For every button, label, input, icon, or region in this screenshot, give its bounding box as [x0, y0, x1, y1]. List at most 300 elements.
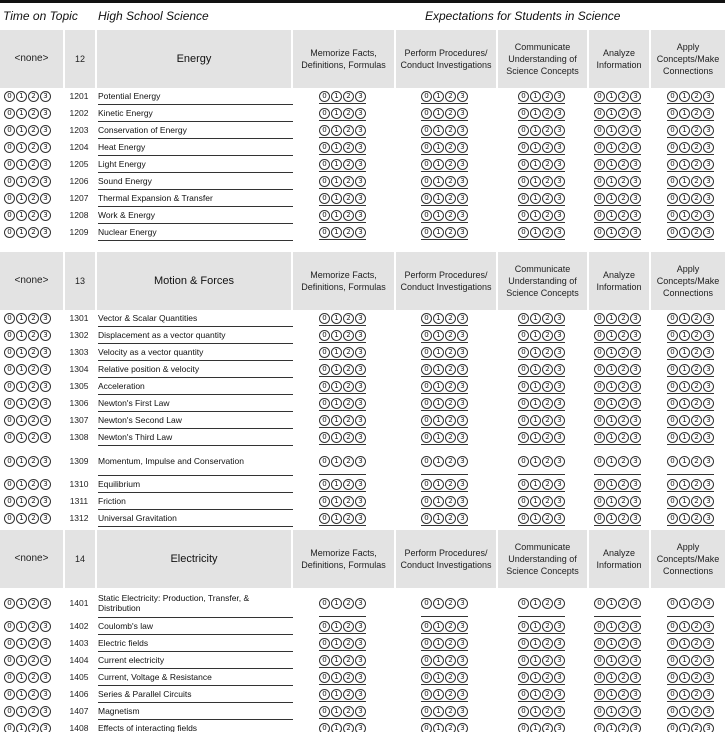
rating-option-1[interactable]: 1: [606, 513, 617, 524]
rating-option-1[interactable]: 1: [530, 621, 541, 632]
rating-option-0[interactable]: 0: [518, 398, 529, 409]
rating-option-1[interactable]: 1: [679, 672, 690, 683]
rating-option-2[interactable]: 2: [691, 210, 702, 221]
rating-option-2[interactable]: 2: [28, 672, 39, 683]
rating-option-1[interactable]: 1: [16, 672, 27, 683]
rating-option-2[interactable]: 2: [542, 176, 553, 187]
rating-option-0[interactable]: 0: [319, 398, 330, 409]
rating-option-1[interactable]: 1: [433, 415, 444, 426]
rating-option-3[interactable]: 3: [703, 689, 714, 700]
rating-option-0[interactable]: 0: [667, 364, 678, 375]
rating-option-3[interactable]: 3: [355, 313, 366, 324]
rating-option-0[interactable]: 0: [4, 638, 15, 649]
rating-option-2[interactable]: 2: [618, 689, 629, 700]
rating-option-0[interactable]: 0: [4, 672, 15, 683]
rating-option-3[interactable]: 3: [554, 313, 565, 324]
rating-option-1[interactable]: 1: [16, 456, 27, 467]
rating-option-0[interactable]: 0: [421, 381, 432, 392]
rating-option-3[interactable]: 3: [40, 598, 51, 609]
rating-option-2[interactable]: 2: [691, 513, 702, 524]
rating-option-0[interactable]: 0: [319, 176, 330, 187]
rating-option-2[interactable]: 2: [542, 513, 553, 524]
rating-option-1[interactable]: 1: [433, 723, 444, 732]
rating-option-0[interactable]: 0: [319, 689, 330, 700]
rating-option-2[interactable]: 2: [542, 193, 553, 204]
rating-option-3[interactable]: 3: [355, 125, 366, 136]
rating-option-1[interactable]: 1: [16, 176, 27, 187]
rating-option-1[interactable]: 1: [16, 210, 27, 221]
rating-option-1[interactable]: 1: [16, 398, 27, 409]
rating-option-0[interactable]: 0: [594, 210, 605, 221]
rating-option-1[interactable]: 1: [530, 227, 541, 238]
rating-option-1[interactable]: 1: [530, 108, 541, 119]
rating-option-3[interactable]: 3: [630, 381, 641, 392]
rating-option-0[interactable]: 0: [4, 723, 15, 732]
rating-option-3[interactable]: 3: [554, 513, 565, 524]
rating-option-1[interactable]: 1: [606, 415, 617, 426]
rating-option-0[interactable]: 0: [518, 513, 529, 524]
rating-option-2[interactable]: 2: [28, 381, 39, 392]
rating-option-3[interactable]: 3: [703, 456, 714, 467]
rating-option-3[interactable]: 3: [703, 415, 714, 426]
rating-option-1[interactable]: 1: [606, 330, 617, 341]
rating-option-0[interactable]: 0: [518, 655, 529, 666]
rating-option-3[interactable]: 3: [355, 672, 366, 683]
rating-option-2[interactable]: 2: [542, 108, 553, 119]
rating-option-2[interactable]: 2: [445, 638, 456, 649]
rating-option-2[interactable]: 2: [445, 706, 456, 717]
rating-option-0[interactable]: 0: [4, 210, 15, 221]
rating-option-0[interactable]: 0: [594, 513, 605, 524]
rating-option-2[interactable]: 2: [28, 723, 39, 732]
rating-option-0[interactable]: 0: [319, 638, 330, 649]
rating-option-2[interactable]: 2: [691, 655, 702, 666]
rating-option-3[interactable]: 3: [40, 227, 51, 238]
rating-option-3[interactable]: 3: [457, 621, 468, 632]
rating-option-0[interactable]: 0: [319, 193, 330, 204]
rating-option-3[interactable]: 3: [457, 672, 468, 683]
rating-option-0[interactable]: 0: [319, 364, 330, 375]
rating-option-3[interactable]: 3: [457, 398, 468, 409]
rating-option-1[interactable]: 1: [331, 227, 342, 238]
rating-option-0[interactable]: 0: [421, 210, 432, 221]
rating-option-3[interactable]: 3: [355, 415, 366, 426]
rating-option-1[interactable]: 1: [679, 330, 690, 341]
rating-option-0[interactable]: 0: [594, 689, 605, 700]
rating-option-2[interactable]: 2: [28, 108, 39, 119]
rating-option-3[interactable]: 3: [554, 210, 565, 221]
rating-option-1[interactable]: 1: [606, 364, 617, 375]
rating-option-1[interactable]: 1: [433, 706, 444, 717]
rating-option-0[interactable]: 0: [421, 347, 432, 358]
rating-option-0[interactable]: 0: [518, 381, 529, 392]
rating-option-1[interactable]: 1: [679, 723, 690, 732]
rating-option-1[interactable]: 1: [331, 513, 342, 524]
rating-option-3[interactable]: 3: [703, 479, 714, 490]
rating-option-2[interactable]: 2: [618, 398, 629, 409]
rating-option-3[interactable]: 3: [457, 330, 468, 341]
rating-option-1[interactable]: 1: [530, 381, 541, 392]
rating-option-2[interactable]: 2: [691, 381, 702, 392]
rating-option-0[interactable]: 0: [594, 598, 605, 609]
rating-option-3[interactable]: 3: [703, 723, 714, 732]
rating-option-2[interactable]: 2: [445, 655, 456, 666]
rating-option-0[interactable]: 0: [518, 142, 529, 153]
rating-option-2[interactable]: 2: [618, 638, 629, 649]
rating-option-0[interactable]: 0: [518, 479, 529, 490]
rating-option-3[interactable]: 3: [630, 456, 641, 467]
rating-option-1[interactable]: 1: [606, 432, 617, 443]
rating-option-1[interactable]: 1: [606, 496, 617, 507]
rating-option-1[interactable]: 1: [433, 655, 444, 666]
rating-option-3[interactable]: 3: [355, 347, 366, 358]
rating-option-3[interactable]: 3: [703, 159, 714, 170]
rating-option-1[interactable]: 1: [530, 193, 541, 204]
rating-option-3[interactable]: 3: [703, 313, 714, 324]
rating-option-2[interactable]: 2: [343, 432, 354, 443]
rating-option-2[interactable]: 2: [542, 159, 553, 170]
rating-option-0[interactable]: 0: [421, 108, 432, 119]
rating-option-1[interactable]: 1: [433, 210, 444, 221]
rating-option-2[interactable]: 2: [618, 415, 629, 426]
rating-option-1[interactable]: 1: [331, 706, 342, 717]
rating-option-2[interactable]: 2: [445, 142, 456, 153]
rating-option-0[interactable]: 0: [667, 347, 678, 358]
rating-option-2[interactable]: 2: [445, 381, 456, 392]
rating-option-0[interactable]: 0: [319, 655, 330, 666]
rating-option-0[interactable]: 0: [667, 672, 678, 683]
rating-option-0[interactable]: 0: [594, 108, 605, 119]
rating-option-2[interactable]: 2: [618, 142, 629, 153]
rating-option-3[interactable]: 3: [40, 364, 51, 375]
rating-option-3[interactable]: 3: [355, 706, 366, 717]
rating-option-0[interactable]: 0: [594, 723, 605, 732]
rating-option-2[interactable]: 2: [445, 227, 456, 238]
rating-option-2[interactable]: 2: [343, 598, 354, 609]
rating-option-3[interactable]: 3: [630, 159, 641, 170]
rating-option-1[interactable]: 1: [606, 313, 617, 324]
rating-option-1[interactable]: 1: [606, 193, 617, 204]
rating-option-2[interactable]: 2: [691, 706, 702, 717]
rating-option-3[interactable]: 3: [554, 159, 565, 170]
rating-option-3[interactable]: 3: [355, 655, 366, 666]
rating-option-0[interactable]: 0: [594, 227, 605, 238]
rating-option-2[interactable]: 2: [445, 513, 456, 524]
rating-option-3[interactable]: 3: [457, 655, 468, 666]
rating-option-1[interactable]: 1: [331, 689, 342, 700]
rating-option-0[interactable]: 0: [319, 210, 330, 221]
rating-option-1[interactable]: 1: [433, 330, 444, 341]
rating-option-2[interactable]: 2: [691, 313, 702, 324]
rating-option-2[interactable]: 2: [28, 159, 39, 170]
rating-option-1[interactable]: 1: [679, 142, 690, 153]
rating-option-3[interactable]: 3: [355, 330, 366, 341]
rating-option-1[interactable]: 1: [331, 193, 342, 204]
rating-option-0[interactable]: 0: [518, 496, 529, 507]
rating-option-1[interactable]: 1: [16, 415, 27, 426]
rating-option-3[interactable]: 3: [355, 456, 366, 467]
rating-option-1[interactable]: 1: [331, 125, 342, 136]
rating-option-2[interactable]: 2: [691, 398, 702, 409]
rating-option-3[interactable]: 3: [40, 706, 51, 717]
rating-option-2[interactable]: 2: [343, 91, 354, 102]
rating-option-2[interactable]: 2: [28, 210, 39, 221]
rating-option-1[interactable]: 1: [679, 210, 690, 221]
rating-option-1[interactable]: 1: [679, 706, 690, 717]
rating-option-3[interactable]: 3: [554, 479, 565, 490]
rating-option-3[interactable]: 3: [554, 193, 565, 204]
rating-option-2[interactable]: 2: [343, 456, 354, 467]
none-option[interactable]: <none>: [0, 252, 63, 310]
rating-option-2[interactable]: 2: [542, 638, 553, 649]
rating-option-0[interactable]: 0: [319, 347, 330, 358]
rating-option-1[interactable]: 1: [331, 142, 342, 153]
rating-option-1[interactable]: 1: [679, 108, 690, 119]
rating-option-2[interactable]: 2: [542, 689, 553, 700]
rating-option-0[interactable]: 0: [319, 142, 330, 153]
rating-option-0[interactable]: 0: [319, 479, 330, 490]
rating-option-2[interactable]: 2: [542, 672, 553, 683]
rating-option-0[interactable]: 0: [319, 706, 330, 717]
rating-option-2[interactable]: 2: [445, 125, 456, 136]
rating-option-0[interactable]: 0: [319, 432, 330, 443]
rating-option-3[interactable]: 3: [703, 432, 714, 443]
rating-option-2[interactable]: 2: [445, 672, 456, 683]
rating-option-1[interactable]: 1: [606, 398, 617, 409]
rating-option-1[interactable]: 1: [679, 456, 690, 467]
rating-option-0[interactable]: 0: [421, 706, 432, 717]
rating-option-1[interactable]: 1: [606, 479, 617, 490]
rating-option-0[interactable]: 0: [319, 598, 330, 609]
rating-option-1[interactable]: 1: [606, 381, 617, 392]
rating-option-0[interactable]: 0: [4, 108, 15, 119]
rating-option-2[interactable]: 2: [28, 142, 39, 153]
rating-option-0[interactable]: 0: [421, 655, 432, 666]
rating-option-0[interactable]: 0: [319, 227, 330, 238]
rating-option-2[interactable]: 2: [28, 456, 39, 467]
rating-option-1[interactable]: 1: [530, 513, 541, 524]
rating-option-3[interactable]: 3: [355, 689, 366, 700]
rating-option-0[interactable]: 0: [319, 381, 330, 392]
rating-option-2[interactable]: 2: [445, 193, 456, 204]
rating-option-3[interactable]: 3: [630, 193, 641, 204]
rating-option-0[interactable]: 0: [518, 706, 529, 717]
rating-option-2[interactable]: 2: [691, 689, 702, 700]
rating-option-1[interactable]: 1: [530, 176, 541, 187]
rating-option-3[interactable]: 3: [703, 398, 714, 409]
rating-option-3[interactable]: 3: [457, 159, 468, 170]
rating-option-1[interactable]: 1: [433, 513, 444, 524]
rating-option-2[interactable]: 2: [691, 108, 702, 119]
rating-option-0[interactable]: 0: [594, 432, 605, 443]
rating-option-0[interactable]: 0: [667, 398, 678, 409]
rating-option-2[interactable]: 2: [618, 381, 629, 392]
rating-option-1[interactable]: 1: [679, 227, 690, 238]
rating-option-1[interactable]: 1: [331, 638, 342, 649]
rating-option-1[interactable]: 1: [331, 598, 342, 609]
rating-option-0[interactable]: 0: [518, 176, 529, 187]
rating-option-2[interactable]: 2: [691, 91, 702, 102]
rating-option-1[interactable]: 1: [331, 313, 342, 324]
rating-option-0[interactable]: 0: [421, 330, 432, 341]
rating-option-1[interactable]: 1: [530, 415, 541, 426]
rating-option-2[interactable]: 2: [445, 479, 456, 490]
rating-option-2[interactable]: 2: [28, 415, 39, 426]
rating-option-1[interactable]: 1: [331, 330, 342, 341]
rating-option-2[interactable]: 2: [542, 142, 553, 153]
rating-option-3[interactable]: 3: [703, 347, 714, 358]
rating-option-3[interactable]: 3: [703, 638, 714, 649]
rating-option-1[interactable]: 1: [16, 513, 27, 524]
rating-option-1[interactable]: 1: [679, 598, 690, 609]
rating-option-3[interactable]: 3: [703, 496, 714, 507]
rating-option-0[interactable]: 0: [667, 330, 678, 341]
rating-option-2[interactable]: 2: [343, 125, 354, 136]
rating-option-3[interactable]: 3: [554, 330, 565, 341]
rating-option-3[interactable]: 3: [457, 638, 468, 649]
rating-option-0[interactable]: 0: [667, 142, 678, 153]
rating-option-2[interactable]: 2: [343, 364, 354, 375]
rating-option-2[interactable]: 2: [542, 330, 553, 341]
rating-option-3[interactable]: 3: [355, 398, 366, 409]
rating-option-2[interactable]: 2: [691, 193, 702, 204]
rating-option-1[interactable]: 1: [530, 638, 541, 649]
rating-option-1[interactable]: 1: [679, 313, 690, 324]
rating-option-2[interactable]: 2: [343, 210, 354, 221]
rating-option-1[interactable]: 1: [331, 398, 342, 409]
rating-option-1[interactable]: 1: [433, 456, 444, 467]
rating-option-2[interactable]: 2: [691, 456, 702, 467]
rating-option-1[interactable]: 1: [16, 364, 27, 375]
rating-option-1[interactable]: 1: [606, 108, 617, 119]
rating-option-0[interactable]: 0: [667, 621, 678, 632]
rating-option-2[interactable]: 2: [343, 330, 354, 341]
rating-option-2[interactable]: 2: [618, 159, 629, 170]
rating-option-1[interactable]: 1: [530, 142, 541, 153]
rating-option-2[interactable]: 2: [542, 706, 553, 717]
rating-option-1[interactable]: 1: [331, 723, 342, 732]
rating-option-0[interactable]: 0: [4, 621, 15, 632]
rating-option-1[interactable]: 1: [679, 479, 690, 490]
rating-option-1[interactable]: 1: [331, 347, 342, 358]
rating-option-3[interactable]: 3: [355, 108, 366, 119]
rating-option-3[interactable]: 3: [554, 723, 565, 732]
rating-option-1[interactable]: 1: [433, 621, 444, 632]
rating-option-2[interactable]: 2: [343, 193, 354, 204]
rating-option-1[interactable]: 1: [530, 672, 541, 683]
rating-option-0[interactable]: 0: [594, 415, 605, 426]
rating-option-0[interactable]: 0: [319, 125, 330, 136]
rating-option-0[interactable]: 0: [319, 513, 330, 524]
rating-option-2[interactable]: 2: [28, 313, 39, 324]
rating-option-0[interactable]: 0: [421, 638, 432, 649]
rating-option-1[interactable]: 1: [679, 689, 690, 700]
rating-option-0[interactable]: 0: [4, 432, 15, 443]
rating-option-0[interactable]: 0: [518, 91, 529, 102]
rating-option-1[interactable]: 1: [679, 621, 690, 632]
rating-option-3[interactable]: 3: [554, 364, 565, 375]
rating-option-3[interactable]: 3: [630, 330, 641, 341]
rating-option-1[interactable]: 1: [679, 381, 690, 392]
rating-option-1[interactable]: 1: [433, 176, 444, 187]
rating-option-1[interactable]: 1: [331, 621, 342, 632]
rating-option-2[interactable]: 2: [691, 621, 702, 632]
rating-option-1[interactable]: 1: [16, 621, 27, 632]
rating-option-0[interactable]: 0: [4, 330, 15, 341]
rating-option-1[interactable]: 1: [606, 91, 617, 102]
rating-option-0[interactable]: 0: [421, 672, 432, 683]
rating-option-1[interactable]: 1: [433, 672, 444, 683]
rating-option-0[interactable]: 0: [319, 672, 330, 683]
rating-option-1[interactable]: 1: [530, 479, 541, 490]
rating-option-3[interactable]: 3: [457, 598, 468, 609]
rating-option-0[interactable]: 0: [667, 193, 678, 204]
rating-option-3[interactable]: 3: [355, 364, 366, 375]
rating-option-0[interactable]: 0: [518, 210, 529, 221]
rating-option-0[interactable]: 0: [594, 479, 605, 490]
rating-option-1[interactable]: 1: [679, 347, 690, 358]
rating-option-1[interactable]: 1: [433, 689, 444, 700]
rating-option-0[interactable]: 0: [667, 415, 678, 426]
rating-option-3[interactable]: 3: [457, 176, 468, 187]
rating-option-2[interactable]: 2: [618, 672, 629, 683]
rating-option-2[interactable]: 2: [691, 227, 702, 238]
rating-option-1[interactable]: 1: [606, 598, 617, 609]
rating-option-0[interactable]: 0: [594, 496, 605, 507]
rating-option-3[interactable]: 3: [355, 176, 366, 187]
rating-option-2[interactable]: 2: [618, 456, 629, 467]
rating-option-1[interactable]: 1: [16, 598, 27, 609]
rating-option-2[interactable]: 2: [445, 398, 456, 409]
rating-option-0[interactable]: 0: [319, 723, 330, 732]
rating-option-3[interactable]: 3: [40, 125, 51, 136]
rating-option-2[interactable]: 2: [542, 381, 553, 392]
rating-option-2[interactable]: 2: [343, 513, 354, 524]
rating-option-1[interactable]: 1: [679, 125, 690, 136]
rating-option-3[interactable]: 3: [457, 415, 468, 426]
rating-option-0[interactable]: 0: [518, 621, 529, 632]
rating-option-3[interactable]: 3: [457, 313, 468, 324]
rating-option-1[interactable]: 1: [16, 125, 27, 136]
rating-option-0[interactable]: 0: [518, 330, 529, 341]
rating-option-3[interactable]: 3: [554, 108, 565, 119]
rating-option-2[interactable]: 2: [28, 706, 39, 717]
rating-option-3[interactable]: 3: [40, 723, 51, 732]
rating-option-2[interactable]: 2: [445, 723, 456, 732]
rating-option-3[interactable]: 3: [40, 456, 51, 467]
rating-option-1[interactable]: 1: [433, 347, 444, 358]
rating-option-3[interactable]: 3: [355, 479, 366, 490]
rating-option-2[interactable]: 2: [618, 210, 629, 221]
rating-option-0[interactable]: 0: [594, 638, 605, 649]
rating-option-1[interactable]: 1: [530, 398, 541, 409]
rating-option-3[interactable]: 3: [703, 672, 714, 683]
rating-option-1[interactable]: 1: [16, 91, 27, 102]
rating-option-1[interactable]: 1: [606, 638, 617, 649]
rating-option-3[interactable]: 3: [554, 125, 565, 136]
rating-option-1[interactable]: 1: [433, 193, 444, 204]
rating-option-2[interactable]: 2: [542, 91, 553, 102]
rating-option-0[interactable]: 0: [4, 706, 15, 717]
rating-option-0[interactable]: 0: [4, 125, 15, 136]
rating-option-1[interactable]: 1: [433, 638, 444, 649]
rating-option-2[interactable]: 2: [542, 210, 553, 221]
rating-option-1[interactable]: 1: [331, 432, 342, 443]
rating-option-1[interactable]: 1: [679, 513, 690, 524]
rating-option-2[interactable]: 2: [618, 91, 629, 102]
rating-option-0[interactable]: 0: [667, 210, 678, 221]
rating-option-3[interactable]: 3: [554, 142, 565, 153]
